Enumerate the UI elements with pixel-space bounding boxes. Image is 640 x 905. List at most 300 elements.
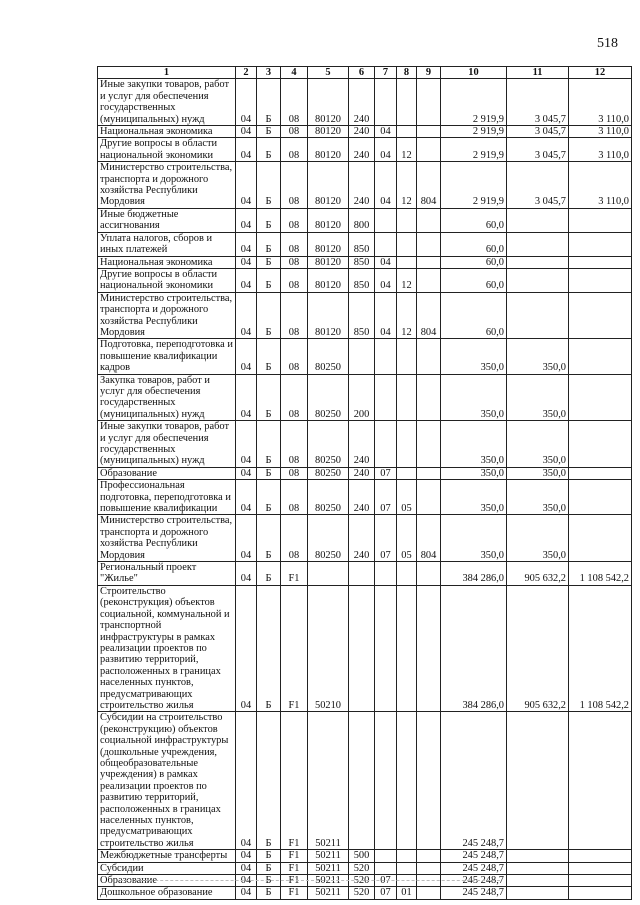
cell-subsection [397,712,417,850]
cell-direction: 80250 [308,374,349,421]
header-cell: 7 [375,67,397,79]
cell-name: Образование [98,467,236,479]
table-row [98,162,632,209]
cell-subsection [397,126,417,138]
cell-expense-type: 240 [349,515,375,562]
cell-subprogram: 08 [281,256,308,268]
cell-name: Субсидии на строительство (реконструкцию) объектов социальной инфраструктуры (дошкольные учреждения, общеобразовательные учреждения) в рамках реализации проектов по развитию территорий, расположенных в границах населенных пунктов, предусматривающих строительство жилья [98,712,236,850]
cell-year1: 245 248,7 [441,862,507,874]
cell-admin: 04 [236,292,257,339]
cell-program: Б [257,232,281,256]
cell-year2: 3 045,7 [507,162,569,209]
cell-year2 [507,292,569,339]
cell-year2: 350,0 [507,374,569,421]
cell-subprogram: 08 [281,467,308,479]
cell-direction: 80120 [308,256,349,268]
cell-year1: 2 919,9 [441,162,507,209]
cell-name: Министерство строительства, транспорта и дорожного хозяйства Республики Мордовия [98,162,236,209]
cell-year1: 350,0 [441,374,507,421]
cell-section [375,862,397,874]
table-row [98,339,632,374]
cell-admin: 04 [236,515,257,562]
cell-department [417,374,441,421]
cell-name: Министерство строительства, транспорта и дорожного хозяйства Республики Мордовия [98,515,236,562]
cell-year1: 2 919,9 [441,126,507,138]
cell-year1: 245 248,7 [441,712,507,850]
cell-expense-type: 850 [349,232,375,256]
cell-year1: 245 248,7 [441,887,507,899]
cell-expense-type: 520 [349,875,375,887]
cell-program: Б [257,292,281,339]
cell-year3: 1 108 542,2 [569,562,632,586]
header-cell: 11 [507,67,569,79]
budget-table [97,66,632,900]
cell-year2 [507,887,569,899]
cell-expense-type: 240 [349,480,375,515]
cell-admin: 04 [236,232,257,256]
cell-year3 [569,232,632,256]
cell-year2: 350,0 [507,467,569,479]
cell-name: Образование [98,875,236,887]
cell-admin: 04 [236,862,257,874]
cell-year2: 350,0 [507,421,569,468]
cell-subsection [397,339,417,374]
cell-subsection [397,79,417,126]
cell-program: Б [257,126,281,138]
header-cell: 9 [417,67,441,79]
cell-subprogram: F1 [281,862,308,874]
table-row [98,421,632,468]
cell-department [417,339,441,374]
cell-department [417,467,441,479]
cell-program: Б [257,562,281,586]
cell-section: 07 [375,887,397,899]
cell-year2 [507,875,569,887]
table-row [98,515,632,562]
table-row [98,79,632,126]
cell-program: Б [257,79,281,126]
cell-admin: 04 [236,480,257,515]
cell-program: Б [257,162,281,209]
cell-expense-type: 850 [349,268,375,292]
table-row [98,374,632,421]
cell-name: Профессиональная подготовка, переподготовка и повышение квалификации [98,480,236,515]
table-row [98,467,632,479]
cell-direction: 80120 [308,162,349,209]
cell-department [417,79,441,126]
cell-name: Субсидии [98,862,236,874]
cell-admin: 04 [236,79,257,126]
cell-expense-type [349,562,375,586]
cell-year1: 60,0 [441,208,507,232]
cell-year2 [507,232,569,256]
cell-name: Иные закупки товаров, работ и услуг для обеспечения государственных (муниципальных) нужд [98,421,236,468]
cell-subsection: 12 [397,138,417,162]
header-cell: 1 [98,67,236,79]
cell-expense-type: 240 [349,421,375,468]
cell-year1: 384 286,0 [441,562,507,586]
cell-program: Б [257,850,281,862]
cell-section: 07 [375,480,397,515]
cell-year3 [569,268,632,292]
cell-section [375,585,397,711]
cell-subprogram: F1 [281,585,308,711]
cell-section [375,339,397,374]
cell-subsection: 12 [397,292,417,339]
cell-name: Подготовка, переподготовка и повышение квалификации кадров [98,339,236,374]
cell-admin: 04 [236,126,257,138]
cell-section [375,421,397,468]
cell-section [375,79,397,126]
cell-section [375,562,397,586]
cell-name: Межбюджетные трансферты [98,850,236,862]
cell-year2 [507,268,569,292]
table-row [98,126,632,138]
cell-direction: 80120 [308,126,349,138]
cell-direction: 80120 [308,79,349,126]
header-cell: 8 [397,67,417,79]
table-row [98,712,632,850]
cell-expense-type: 520 [349,887,375,899]
cell-year2: 350,0 [507,339,569,374]
cell-subsection [397,232,417,256]
header-cell: 3 [257,67,281,79]
cell-subprogram: 08 [281,374,308,421]
cell-expense-type [349,712,375,850]
cell-section: 07 [375,515,397,562]
cell-year3 [569,421,632,468]
cell-department [417,232,441,256]
cell-year3 [569,208,632,232]
cell-department: 804 [417,162,441,209]
cell-subsection [397,374,417,421]
cell-admin: 04 [236,268,257,292]
cell-department [417,887,441,899]
cell-year1: 245 248,7 [441,850,507,862]
cell-subsection [397,208,417,232]
cell-year3 [569,850,632,862]
cell-direction: 50211 [308,875,349,887]
cell-name: Другие вопросы в области национальной экономики [98,268,236,292]
table-header-row [98,67,632,79]
cell-subsection [397,850,417,862]
cell-name: Строительство (реконструкция) объектов социальной, коммунальной и транспортной инфраструктуры в рамках реализации проектов по развитию территорий, расположенных в границах населенных пунктов, предусматривающих строительство жилья [98,585,236,711]
cell-program: Б [257,268,281,292]
cell-name: Другие вопросы в области национальной экономики [98,138,236,162]
cell-section: 07 [375,875,397,887]
cell-program: Б [257,875,281,887]
cell-subsection: 12 [397,162,417,209]
cell-direction: 80250 [308,339,349,374]
cell-subprogram: 08 [281,421,308,468]
cell-year3 [569,256,632,268]
cell-subsection [397,585,417,711]
cell-expense-type: 500 [349,850,375,862]
cell-admin: 04 [236,256,257,268]
cell-direction: 80250 [308,480,349,515]
cell-direction: 80120 [308,138,349,162]
cell-name: Министерство строительства, транспорта и дорожного хозяйства Республики Мордовия [98,292,236,339]
cell-direction: 50211 [308,712,349,850]
cell-program: Б [257,256,281,268]
cell-year2 [507,850,569,862]
cell-subprogram: F1 [281,887,308,899]
cell-admin: 04 [236,208,257,232]
cell-year3: 3 110,0 [569,79,632,126]
table-row [98,268,632,292]
cell-subprogram: 08 [281,138,308,162]
cell-expense-type: 240 [349,162,375,209]
cell-direction: 80250 [308,467,349,479]
cell-name: Дошкольное образование [98,887,236,899]
cell-subsection: 05 [397,515,417,562]
cell-year2: 905 632,2 [507,585,569,711]
cell-subsection: 05 [397,480,417,515]
cell-year1: 60,0 [441,256,507,268]
cell-subsection [397,421,417,468]
cell-subsection [397,467,417,479]
cell-department [417,126,441,138]
cell-section [375,712,397,850]
table-row [98,480,632,515]
cell-program: Б [257,887,281,899]
cell-program: Б [257,138,281,162]
cell-expense-type: 520 [349,862,375,874]
cell-name: Региональный проект "Жилье" [98,562,236,586]
table-row [98,862,632,874]
cell-name: Иные закупки товаров, работ и услуг для обеспечения государственных (муниципальных) нужд [98,79,236,126]
cell-subprogram: 08 [281,162,308,209]
cell-section: 04 [375,162,397,209]
cell-year3 [569,374,632,421]
cell-year1: 350,0 [441,515,507,562]
cell-direction [308,562,349,586]
cell-direction: 50211 [308,850,349,862]
cell-department [417,268,441,292]
cell-subprogram: 08 [281,232,308,256]
cell-direction: 80250 [308,515,349,562]
cell-department [417,480,441,515]
cell-year1: 384 286,0 [441,585,507,711]
cell-admin: 04 [236,585,257,711]
cell-program: Б [257,515,281,562]
cell-expense-type: 800 [349,208,375,232]
cell-program: Б [257,421,281,468]
cell-department [417,562,441,586]
cell-program: Б [257,585,281,711]
cell-department [417,421,441,468]
cell-year3: 3 110,0 [569,162,632,209]
cell-direction: 80250 [308,421,349,468]
cell-admin: 04 [236,850,257,862]
cell-subprogram: F1 [281,562,308,586]
cell-department [417,256,441,268]
cell-year3 [569,712,632,850]
table-row [98,208,632,232]
cell-name: Закупка товаров, работ и услуг для обеспечения государственных (муниципальных) нужд [98,374,236,421]
cell-year2: 3 045,7 [507,126,569,138]
cell-section: 04 [375,292,397,339]
cell-department [417,862,441,874]
table-row [98,887,632,899]
cell-program: Б [257,339,281,374]
header-cell: 4 [281,67,308,79]
cell-subsection: 01 [397,887,417,899]
cell-year2 [507,712,569,850]
page-footer-line [120,880,500,882]
cell-year1: 350,0 [441,339,507,374]
cell-year2 [507,208,569,232]
cell-subprogram: 08 [281,339,308,374]
cell-year3: 1 108 542,2 [569,585,632,711]
cell-subprogram: 08 [281,126,308,138]
cell-expense-type: 240 [349,467,375,479]
cell-expense-type: 850 [349,256,375,268]
cell-section [375,232,397,256]
cell-subsection [397,862,417,874]
cell-admin: 04 [236,712,257,850]
cell-expense-type: 240 [349,138,375,162]
cell-subprogram: 08 [281,79,308,126]
cell-year3 [569,480,632,515]
cell-year1: 245 248,7 [441,875,507,887]
cell-department [417,138,441,162]
table-row [98,138,632,162]
cell-direction: 80120 [308,232,349,256]
cell-subprogram: F1 [281,850,308,862]
cell-section [375,208,397,232]
cell-subprogram: 08 [281,292,308,339]
cell-subsection [397,256,417,268]
cell-name: Иные бюджетные ассигнования [98,208,236,232]
cell-program: Б [257,467,281,479]
cell-section: 04 [375,268,397,292]
cell-direction: 50211 [308,862,349,874]
cell-program: Б [257,374,281,421]
cell-year1: 350,0 [441,421,507,468]
cell-subprogram: F1 [281,712,308,850]
cell-admin: 04 [236,467,257,479]
cell-year3: 3 110,0 [569,126,632,138]
cell-subprogram: 08 [281,480,308,515]
cell-admin: 04 [236,887,257,899]
cell-year2 [507,862,569,874]
cell-subsection: 12 [397,268,417,292]
cell-year3 [569,862,632,874]
cell-year3 [569,515,632,562]
cell-year2: 350,0 [507,515,569,562]
cell-expense-type [349,585,375,711]
cell-direction: 50211 [308,887,349,899]
cell-section: 04 [375,138,397,162]
cell-year1: 350,0 [441,467,507,479]
table-row [98,585,632,711]
cell-department: 804 [417,292,441,339]
cell-department: 804 [417,515,441,562]
cell-section [375,850,397,862]
cell-year2: 3 045,7 [507,138,569,162]
cell-program: Б [257,862,281,874]
header-cell: 12 [569,67,632,79]
table-row [98,232,632,256]
cell-year1: 2 919,9 [441,138,507,162]
cell-admin: 04 [236,562,257,586]
cell-year1: 60,0 [441,292,507,339]
cell-direction: 80120 [308,292,349,339]
cell-expense-type: 200 [349,374,375,421]
cell-program: Б [257,208,281,232]
cell-name: Уплата налогов, сборов и иных платежей [98,232,236,256]
cell-program: Б [257,480,281,515]
table-row [98,292,632,339]
cell-admin: 04 [236,421,257,468]
cell-direction: 50210 [308,585,349,711]
cell-year3: 3 110,0 [569,138,632,162]
cell-program: Б [257,712,281,850]
header-cell: 5 [308,67,349,79]
cell-subprogram: F1 [281,875,308,887]
cell-year2: 3 045,7 [507,79,569,126]
cell-subprogram: 08 [281,515,308,562]
cell-year2: 905 632,2 [507,562,569,586]
cell-section [375,374,397,421]
cell-department [417,208,441,232]
table-row [98,562,632,586]
cell-year3 [569,887,632,899]
cell-year2 [507,256,569,268]
cell-year1: 60,0 [441,268,507,292]
cell-admin: 04 [236,374,257,421]
table-row [98,850,632,862]
cell-expense-type: 240 [349,79,375,126]
cell-subsection [397,562,417,586]
cell-subprogram: 08 [281,268,308,292]
cell-year2: 350,0 [507,480,569,515]
cell-name: Национальная экономика [98,126,236,138]
cell-year1: 350,0 [441,480,507,515]
page-number: 518 [597,36,618,51]
cell-section: 04 [375,126,397,138]
table-row [98,256,632,268]
cell-department [417,585,441,711]
cell-expense-type [349,339,375,374]
cell-admin: 04 [236,339,257,374]
cell-department [417,850,441,862]
cell-year1: 2 919,9 [441,79,507,126]
cell-expense-type: 240 [349,126,375,138]
table-body [98,79,632,899]
header-cell: 2 [236,67,257,79]
cell-year3 [569,467,632,479]
cell-year1: 60,0 [441,232,507,256]
cell-year3 [569,339,632,374]
cell-subprogram: 08 [281,208,308,232]
cell-section: 07 [375,467,397,479]
cell-admin: 04 [236,138,257,162]
cell-name: Национальная экономика [98,256,236,268]
cell-admin: 04 [236,875,257,887]
cell-admin: 04 [236,162,257,209]
cell-expense-type: 850 [349,292,375,339]
cell-year3 [569,292,632,339]
cell-department [417,712,441,850]
cell-section: 04 [375,256,397,268]
header-cell: 6 [349,67,375,79]
cell-year3 [569,875,632,887]
cell-direction: 80120 [308,208,349,232]
cell-direction: 80120 [308,268,349,292]
header-cell: 10 [441,67,507,79]
